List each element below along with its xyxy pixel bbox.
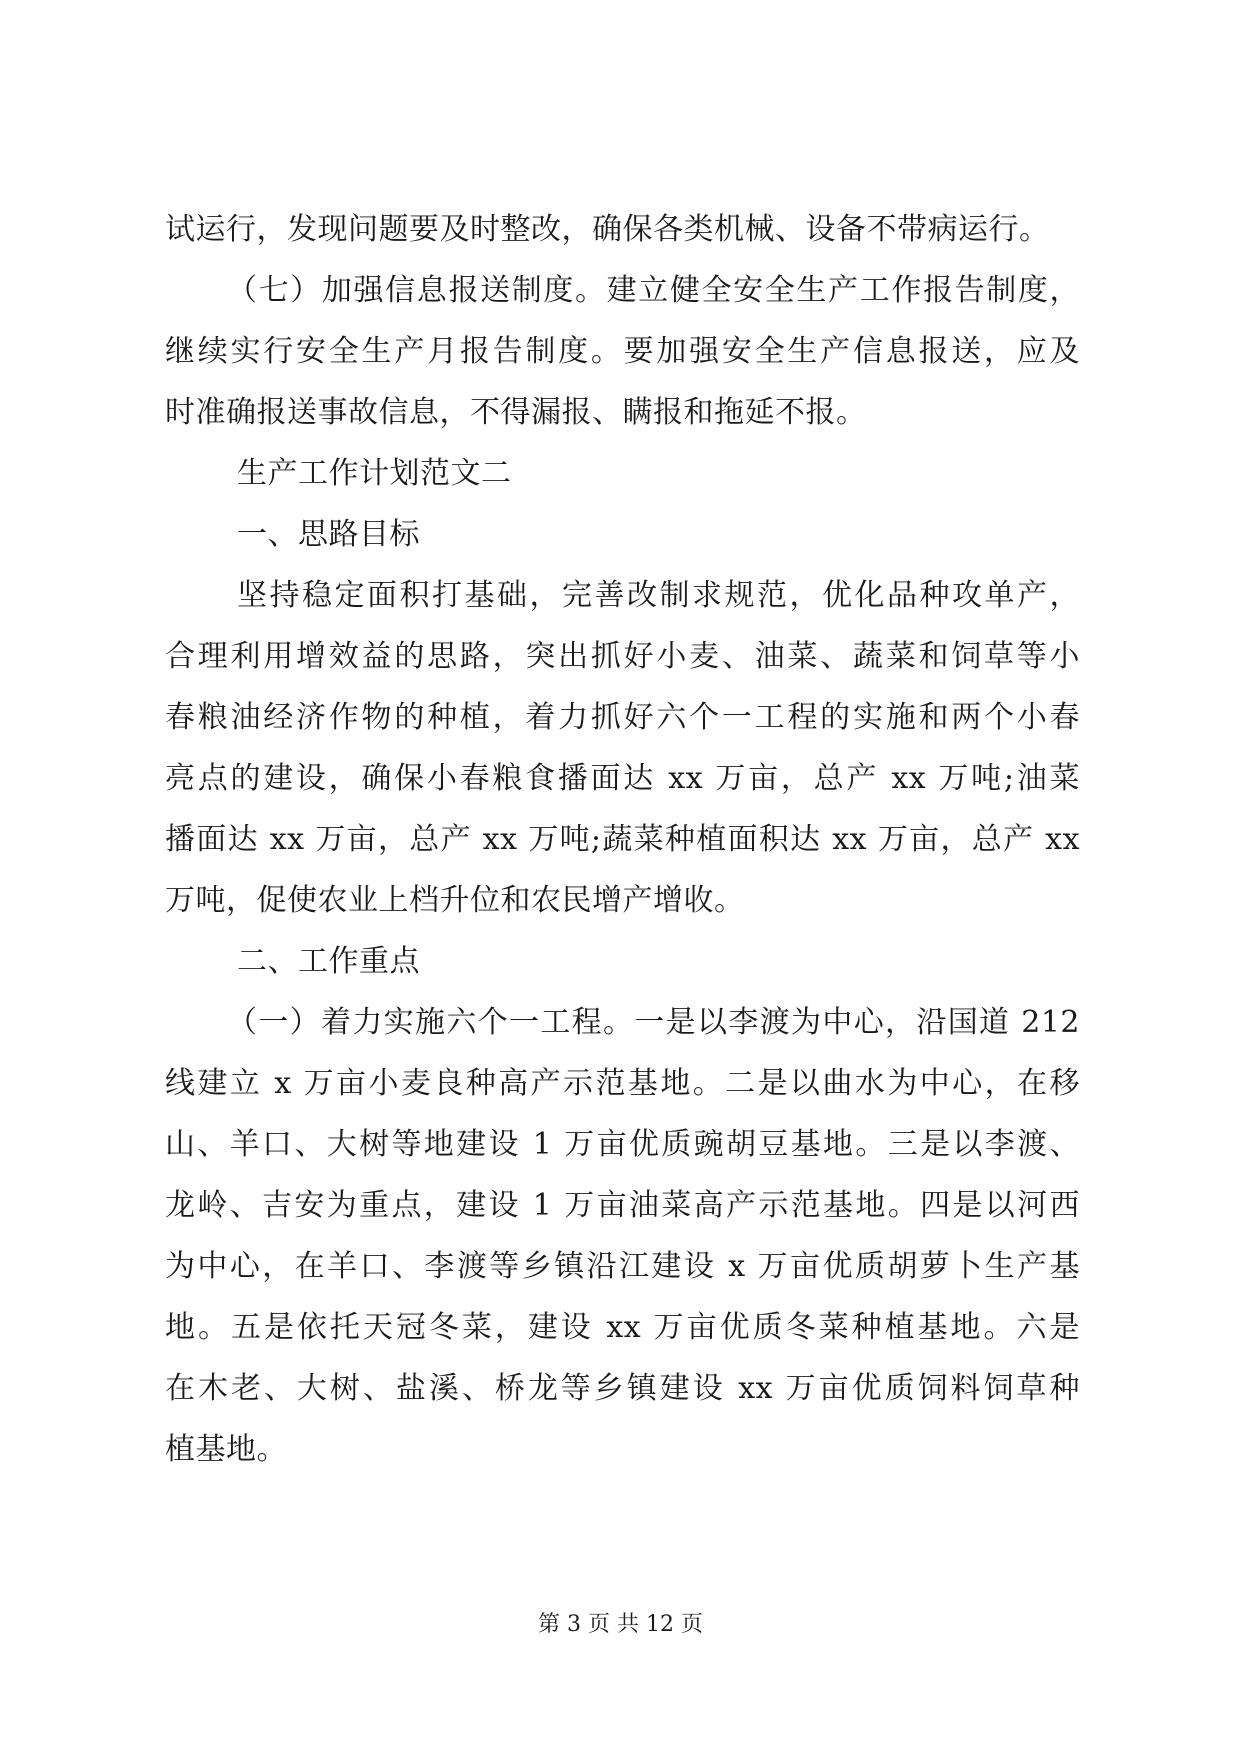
text-line: 时准确报送事故信息，不得漏报、瞒报和拖延不报。 — [165, 395, 867, 430]
text-line: 为中心，在羊口、李渡等乡镇沿江建设 x 万亩优质胡萝卜生产基 — [165, 1249, 1080, 1284]
text-line: （七）加强信息报送制度。建立健全安全生产工作报告制度， — [227, 273, 1080, 308]
section-heading: 一、思路目标 — [237, 517, 420, 552]
text-line: 坚持稳定面积打基础，完善改制求规范，优化品种攻单产， — [237, 578, 1080, 613]
text-line: 地。五是依托天冠冬菜，建设 xx 万亩优质冬菜种植基地。六是 — [165, 1310, 1080, 1345]
document-body — [165, 199, 1080, 1480]
text-line: 播面达 xx 万亩，总产 xx 万吨;蔬菜种植面积达 xx 万亩，总产 xx — [165, 822, 1080, 857]
text-line: 春粮油经济作物的种植，着力抓好六个一工程的实施和两个小春 — [165, 700, 1080, 735]
text-line: （一）着力实施六个一工程。一是以李渡为中心，沿国道 212 — [227, 1005, 1080, 1040]
text-line: 龙岭、吉安为重点，建设 1 万亩油菜高产示范基地。四是以河西 — [165, 1188, 1080, 1223]
text-line: 线建立 x 万亩小麦良种高产示范基地。二是以曲水为中心，在移 — [165, 1066, 1080, 1101]
text-line: 试运行，发现问题要及时整改，确保各类机械、设备不带病运行。 — [165, 212, 1050, 247]
text-line: 山、羊口、大树等地建设 1 万亩优质豌胡豆基地。三是以李渡、 — [165, 1127, 1080, 1162]
text-line: 亮点的建设，确保小春粮食播面达 xx 万亩，总产 xx 万吨;油菜 — [165, 761, 1080, 796]
section-title: 生产工作计划范文二 — [237, 456, 512, 491]
page-number-footer: 第 3 页 共 12 页 — [538, 1612, 703, 1637]
text-line: 植基地。 — [165, 1432, 287, 1467]
text-line: 在木老、大树、盐溪、桥龙等乡镇建设 xx 万亩优质饲料饲草种 — [165, 1371, 1080, 1406]
text-line: 继续实行安全生产月报告制度。要加强安全生产信息报送，应及 — [165, 334, 1080, 369]
text-line: 合理利用增效益的思路，突出抓好小麦、油菜、蔬菜和饲草等小 — [165, 639, 1080, 674]
section-heading: 二、工作重点 — [237, 944, 420, 979]
text-line: 万吨，促使农业上档升位和农民增产增收。 — [165, 883, 745, 918]
